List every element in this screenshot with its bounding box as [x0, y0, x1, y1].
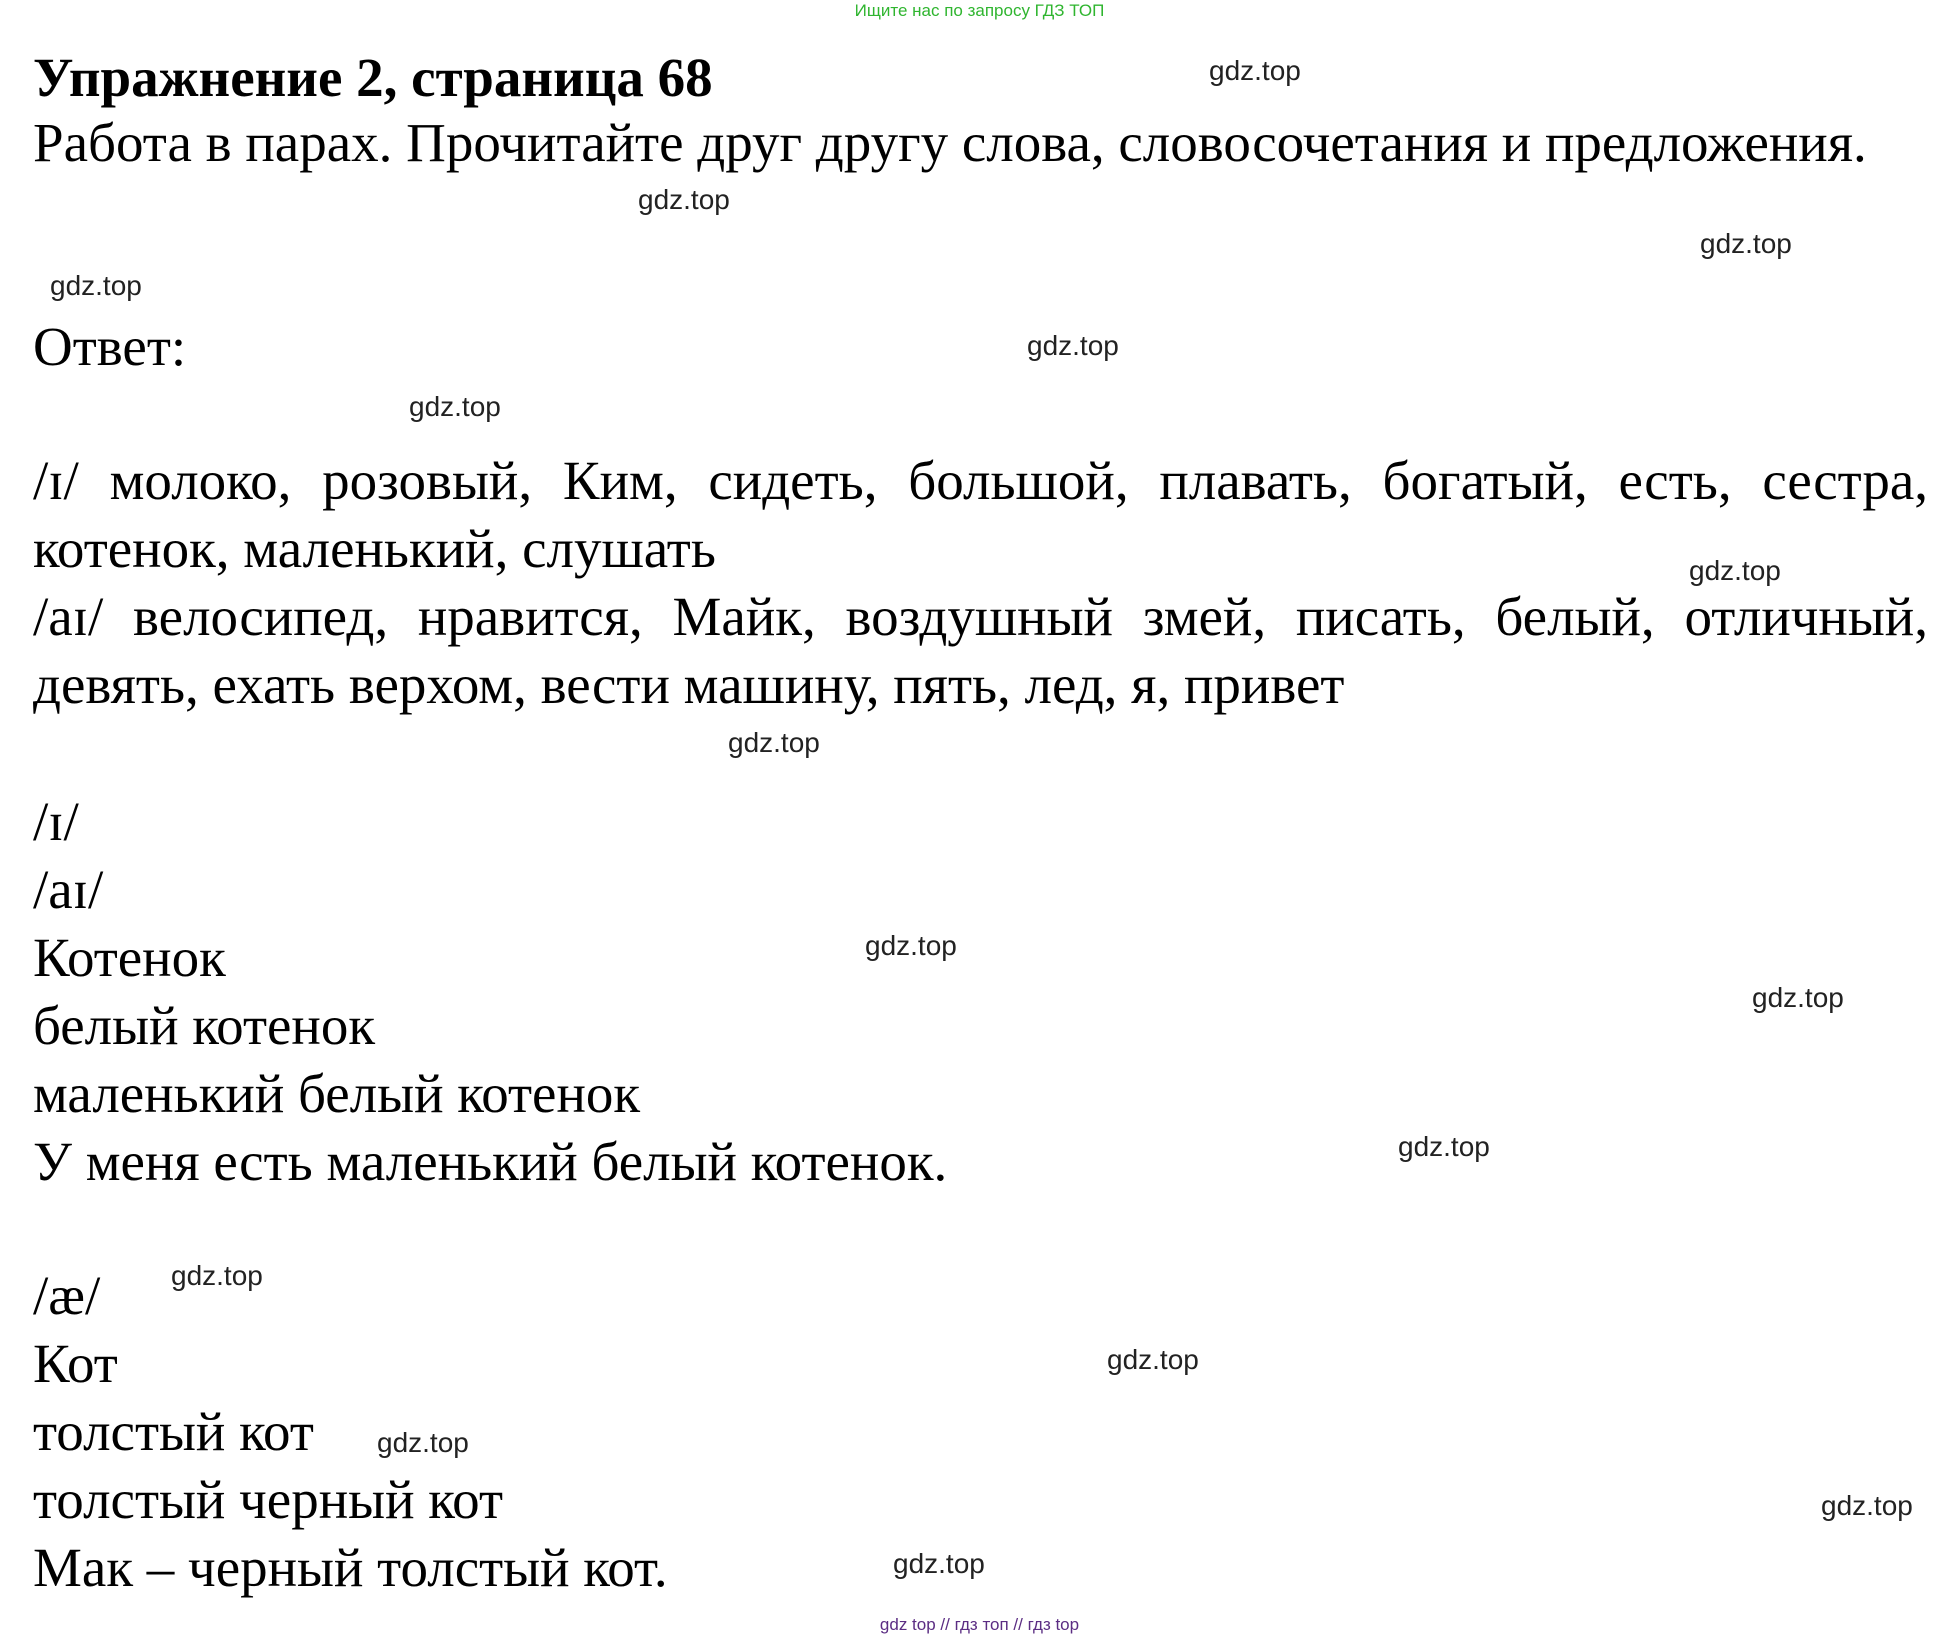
page-title: Упражнение 2, страница 68	[33, 47, 713, 108]
group2-line: толстый черный кот	[33, 1469, 503, 1530]
watermark: gdz.top	[1209, 55, 1301, 86]
watermark: gdz.top	[1752, 982, 1844, 1013]
group2-line: /æ/	[33, 1265, 101, 1326]
group1-line: /ɪ/	[33, 791, 79, 852]
watermark: gdz.top	[1027, 330, 1119, 361]
group2-line: Мак – черный толстый кот.	[33, 1537, 668, 1598]
watermark: gdz.top	[1107, 1344, 1199, 1375]
group1-line: /aɪ/	[33, 859, 104, 920]
group1-line: маленький белый котенок	[33, 1063, 641, 1124]
paragraph-long-i: /aɪ/ велосипед, нравится, Майк, воздушный змей, писать, белый, отличный, девять, ехать верхом, вести машину, пять, лед, я, привет	[33, 586, 1928, 715]
group2-line: Кот	[33, 1333, 118, 1394]
watermark: gdz.top	[1821, 1490, 1913, 1521]
watermark: gdz.top	[1700, 228, 1792, 259]
watermark: gdz.top	[50, 270, 142, 301]
watermark: gdz.top	[865, 930, 957, 961]
watermark: gdz.top	[171, 1260, 263, 1291]
group2-line: толстый кот	[33, 1401, 314, 1462]
watermark: gdz.top	[893, 1548, 985, 1579]
watermark: gdz.top	[638, 184, 730, 215]
watermark: gdz.top	[1689, 555, 1781, 586]
watermark: gdz.top	[409, 391, 501, 422]
footer-links[interactable]: gdz top // гдз топ // гдз top	[879, 1615, 1080, 1634]
paragraph-short-i: /ɪ/ молоко, розовый, Ким, сидеть, большой, плавать, богатый, есть, сестра, котенок, маленький, слушать	[33, 450, 1928, 579]
answer-label: Ответ:	[33, 316, 187, 377]
watermark: gdz.top	[728, 727, 820, 758]
watermark: gdz.top	[377, 1427, 469, 1458]
group1-line: У меня есть маленький белый котенок.	[33, 1131, 948, 1192]
group1-line: Котенок	[33, 927, 226, 988]
watermark: gdz.top	[1398, 1131, 1490, 1162]
top-banner[interactable]: Ищите нас по запросу ГДЗ ТОП	[854, 1, 1105, 20]
task-text: Работа в парах. Прочитайте друг другу слова, словосочетания и предложения.	[33, 112, 1867, 173]
group1-line: белый котенок	[33, 995, 376, 1056]
